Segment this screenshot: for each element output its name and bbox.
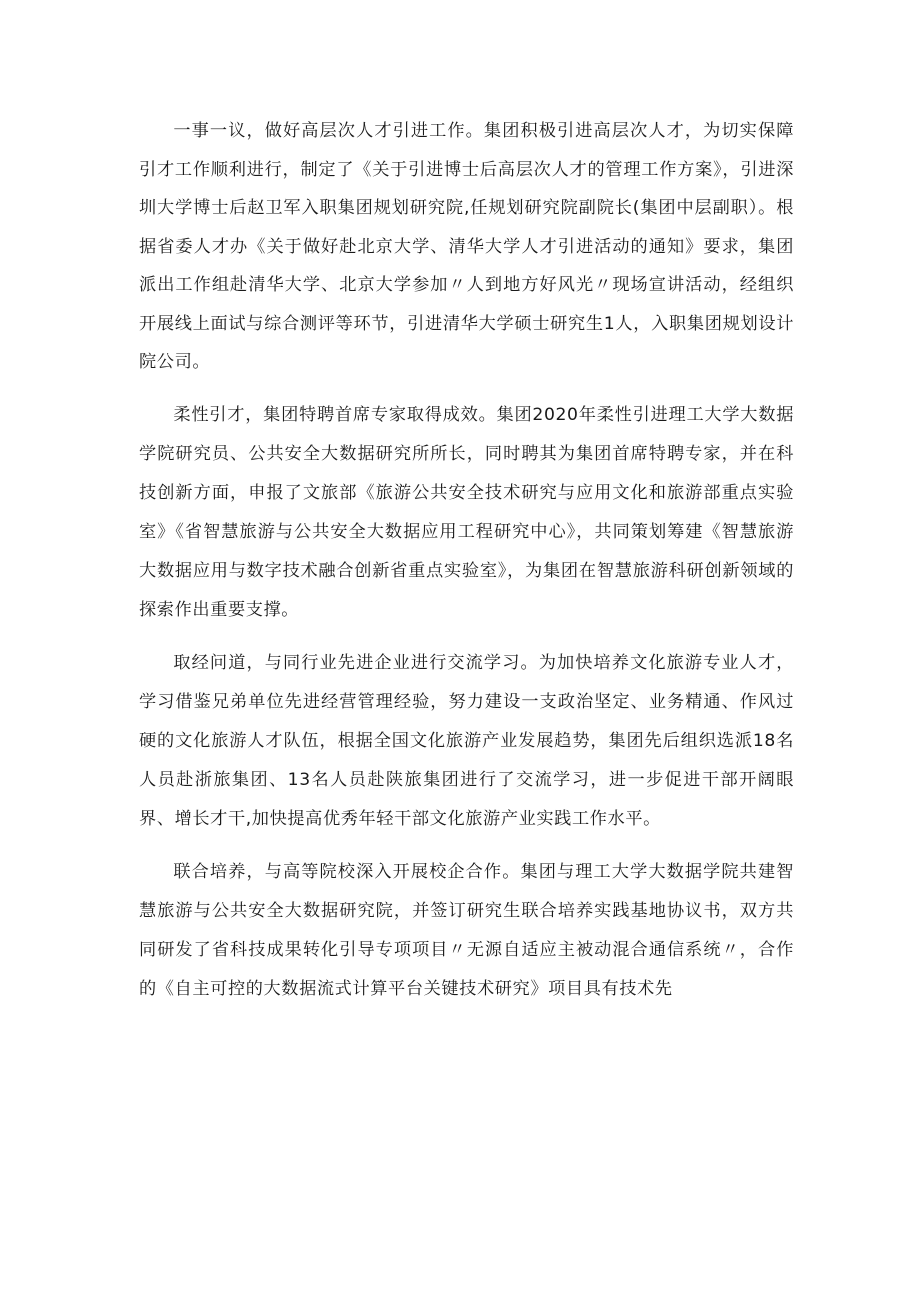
document-body [139, 112, 794, 1023]
paragraph-talent-introduction: 一事一议，做好高层次人才引进工作。集团积极引进高层次人才，为切实保障引才工作顺利进行，制定了《关于引进博士后高层次人才的管理工作方案》，引进深圳大学博士后赵卫军入职集团规划研究院,任规划研究院副院长(集团中层副职）。根据省委人才办《关于做好赴北京大学、清华大学人才引进活动的通知》要求，集团派出工作组赴清华大学、北京大学参加〃人到地方好风光〃现场宣讲活动，经组织开展线上面试与综合测评等环节，引进清华大学硕士研究生1人，入职集团规划设计院公司。 [139, 121, 794, 372]
paragraph-flexible-recruitment: 柔性引才，集团特聘首席专家取得成效。集团2020年柔性引进理工大学大数据学院研究员、公共安全大数据研究所所长，同时聘其为集团首席特聘专家，并在科技创新方面，申报了文旅部《旅游公共安全技术研究与应用文化和旅游部重点实验室》《省智慧旅游与公共安全大数据应用工程研究中心》，共同策划筹建《智慧旅游大数据应用与数字技术融合创新省重点实验室》，为集团在智慧旅游科研创新领域的探索作出重要支撑。 [139, 404, 794, 620]
paragraph-joint-training: 联合培养，与高等院校深入开展校企合作。集团与理工大学大数据学院共建智慧旅游与公共安全大数据研究院，并签订研究生联合培养实践基地协议书，双方共同研发了省科技成果转化引导专项项目〃无源自适应主被动混合通信系统〃，合作的《自主可控的大数据流式计算平台关键技术研究》项目具有技术先 [139, 861, 794, 999]
paragraph-exchange-learning: 取经问道，与同行业先进企业进行交流学习。为加快培养文化旅游专业人才，学习借鉴兄弟单位先进经营管理经验，努力建设一支政治坚定、业务精通、作风过硬的文化旅游人才队伍，根据全国文化旅游产业发展趋势，集团先后组织选派18名人员赴浙旅集团、13名人员赴陕旅集团进行了交流学习，进一步促进干部开阔眼界、增长才干,加快提高优秀年轻干部文化旅游产业实践工作水平。 [139, 652, 794, 829]
